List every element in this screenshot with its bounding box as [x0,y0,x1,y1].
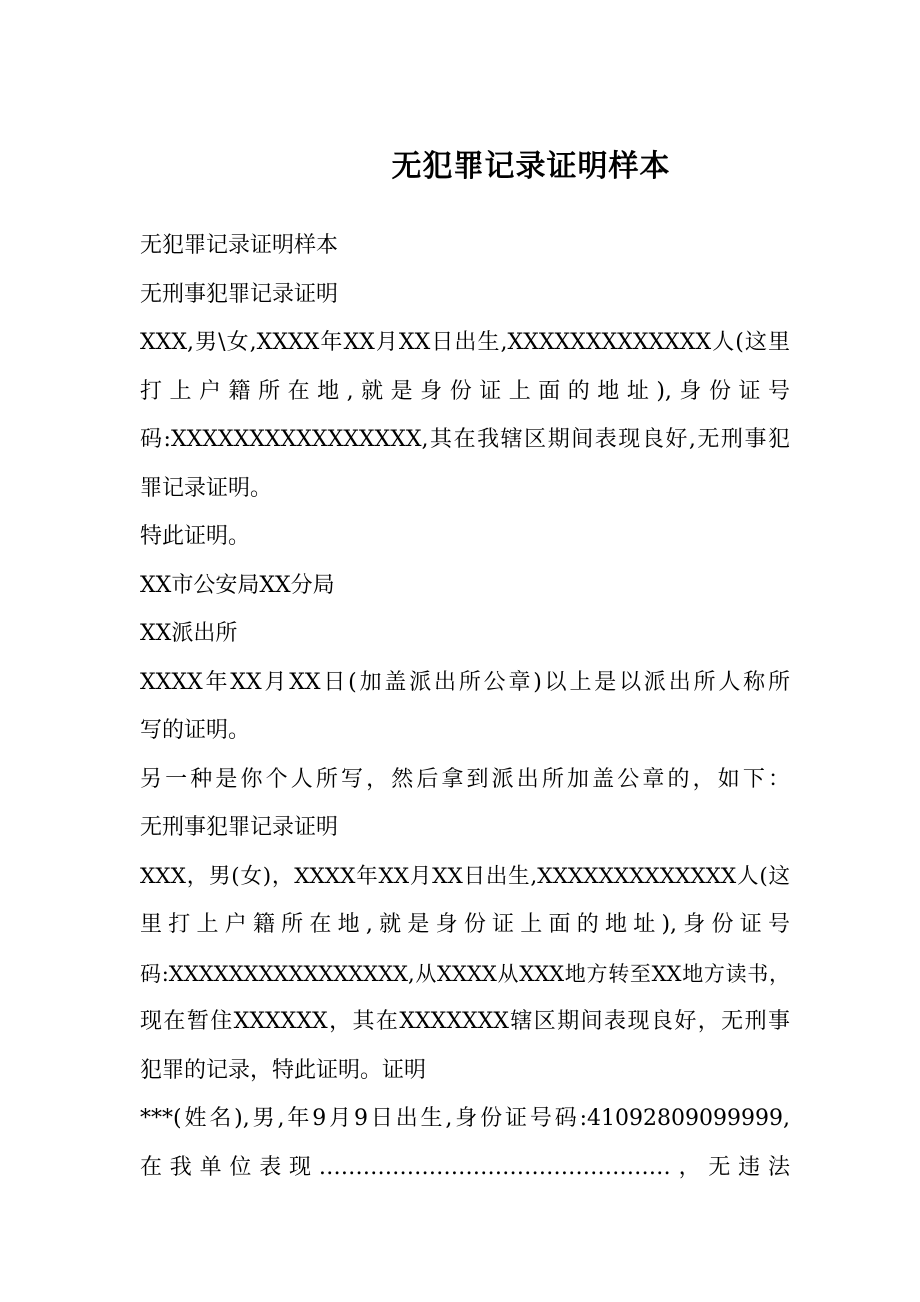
body-line: XXX，男(女)，XXXX年XX月XX日出生,XXXXXXXXXXXXX人(这 [140,863,790,889]
body-line: 无刑事犯罪记录证明 [140,281,339,307]
body-line: 无刑事犯罪记录证明 [140,815,339,840]
body-line: 打上户籍所在地,就是身份证上面的地址),身份证号 [140,378,790,404]
body-line: XX市公安局XX分局 [140,572,335,598]
body-line: 写的证明。 [140,718,251,743]
body-line: XX派出所 [140,621,238,646]
body-line: 现在暂住XXXXXX，其在XXXXXXX辖区期间表现良好，无刑事 [140,1009,790,1034]
body-line: 码:XXXXXXXXXXXXXXXX,其在我辖区期间表现良好,无刑事犯 [140,427,790,452]
body-line: XXX,男\女,XXXX年XX月XX日出生,XXXXXXXXXXXXX人(这里 [140,330,790,355]
body-line: 码:XXXXXXXXXXXXXXXX,从XXXX从XXX地方转至XX地方读书， [140,961,790,986]
body-line: 特此证明。 [140,524,251,549]
body-line: 另一种是你个人所写，然后拿到派出所加盖公章的，如下： [140,766,790,792]
body-line: XXXX年XX月XX日(加盖派出所公章)以上是以派出所人称所 [140,669,790,695]
body-line: 无犯罪记录证明样本 [140,233,339,258]
body-line: 犯罪的记录，特此证明。证明 [140,1057,427,1083]
body-line: ***(姓名),男,年9月9日出生,身份证号码:41092809099999, [140,1106,790,1131]
body-line: 罪记录证明。 [140,475,273,501]
body-line: 里打上户籍所在地,就是身份证上面的地址),身份证号 [140,912,790,937]
document-title: 无犯罪记录证明样本 [391,149,671,184]
document-body [140,222,790,1192]
body-line: 在我单位表现…………………………………………，无违法 [140,1154,790,1180]
